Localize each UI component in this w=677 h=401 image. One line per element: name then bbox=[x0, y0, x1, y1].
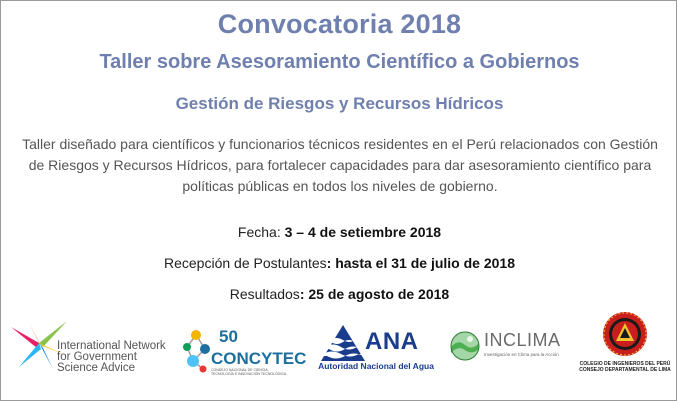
cip-line-2: CONSEJO DEPARTAMENTAL DE LIMA bbox=[579, 367, 671, 373]
date-value: 3 – 4 de setiembre 2018 bbox=[284, 224, 442, 240]
ana-name: ANA bbox=[365, 328, 419, 355]
results-label: Resultados bbox=[229, 286, 300, 302]
description-paragraph: Taller diseñado para científicos y funcionarios técnicos residentes en el Perú relacionados con Gestión de Riesgos y Recursos Hídricos, para fortalecer capacidades para dar asesoramiento científico para políticas públicas en todos los niveles de gobierno. bbox=[22, 136, 658, 194]
concytec-anniversary: 50 bbox=[219, 327, 238, 346]
ana-subtitle: Autoridad Nacional del Agua bbox=[318, 361, 434, 371]
ana-wave-icon bbox=[321, 325, 365, 361]
application-deadline-line bbox=[1, 255, 677, 271]
concytec-molecule-icon bbox=[181, 327, 211, 377]
cip-logo bbox=[577, 309, 673, 379]
inclima-logo bbox=[450, 329, 580, 369]
results-line bbox=[1, 286, 677, 302]
application-label: Recepción de Postulantes bbox=[164, 255, 327, 271]
ingsa-line-2: for Government bbox=[57, 351, 137, 363]
cip-line-1: COLEGIO DE INGENIEROS DEL PERÚ bbox=[579, 361, 671, 367]
ana-logo bbox=[317, 323, 435, 377]
results-value: : 25 de agosto de 2018 bbox=[299, 286, 450, 302]
page-subtitle: Taller sobre Asesoramiento Científico a Gobiernos bbox=[99, 51, 580, 73]
page-title: Convocatoria 2018 bbox=[217, 9, 462, 39]
date-line bbox=[1, 224, 677, 240]
topic-heading: Gestión de Riesgos y Recursos Hídricos bbox=[175, 94, 504, 113]
ingsa-line-1: International Network bbox=[57, 340, 166, 352]
concytec-logo bbox=[181, 323, 311, 379]
concytec-sub-line-1: CONSEJO NACIONAL DE CIENCIA, bbox=[211, 368, 269, 372]
inclima-globe-icon bbox=[450, 331, 480, 361]
inclima-name: INCLIMA bbox=[484, 330, 561, 350]
cip-seal-icon bbox=[602, 311, 648, 357]
cip-text bbox=[577, 361, 673, 373]
concytec-sub-line-2: TECNOLOGÍA E INNOVACIÓN TECNOLÓGICA bbox=[211, 372, 287, 376]
ingsa-logo bbox=[9, 319, 181, 381]
inclima-subtitle: Investigación en Clima para la Acción bbox=[484, 352, 559, 357]
ingsa-text bbox=[57, 341, 166, 374]
ingsa-line-3: Science Advice bbox=[57, 362, 135, 374]
concytec-subtitle bbox=[211, 368, 286, 376]
date-label: Fecha: bbox=[237, 224, 285, 240]
concytec-name: CONCYTEC bbox=[211, 349, 307, 368]
application-value: : hasta el 31 de julio de 2018 bbox=[326, 255, 515, 271]
